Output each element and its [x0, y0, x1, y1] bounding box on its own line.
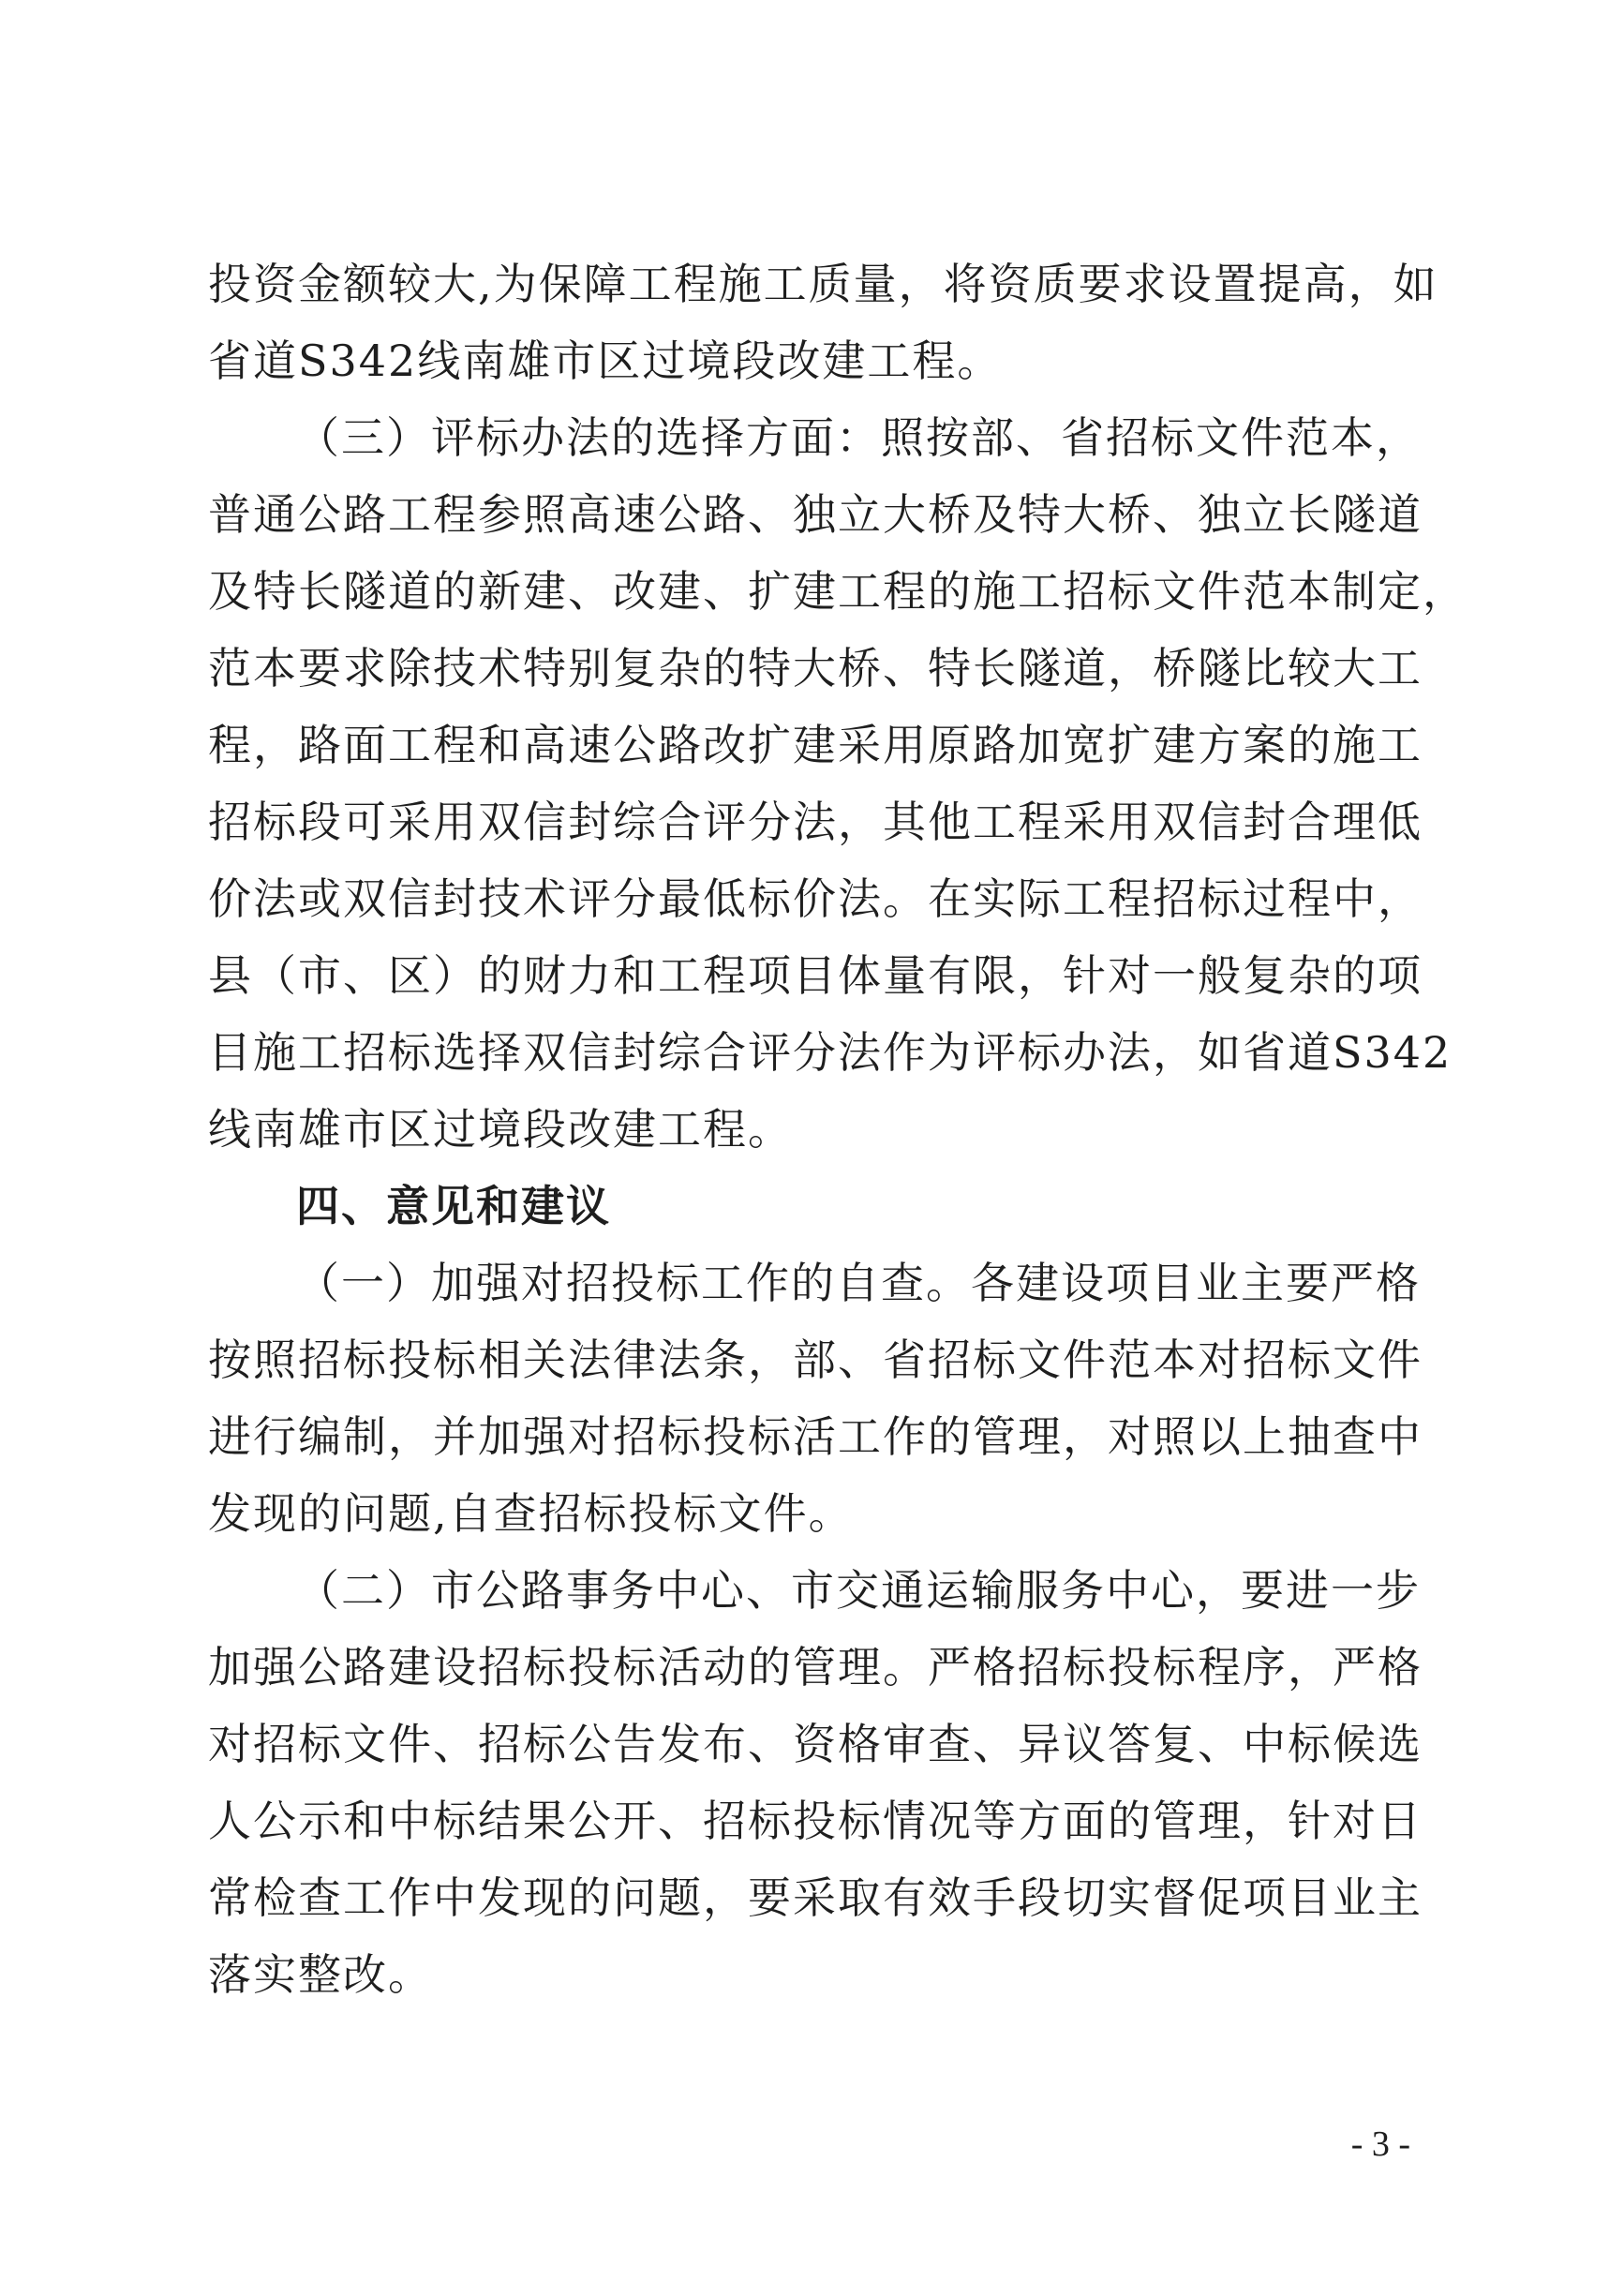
paragraph-line: 投资金额较大,为保障工程施工质量，将资质要求设置提高，如: [208, 259, 1438, 309]
paragraph-line: 价法或双信封技术评分最低标价法。在实际工程招标过程中，: [208, 873, 1423, 924]
paragraph-line: 落实整改。: [208, 1949, 433, 2000]
paragraph-line: （二）市公路事务中心、市交通运输服务中心，要进一步: [296, 1565, 1421, 1616]
paragraph-line: 线南雄市区过境段改建工程。: [208, 1104, 793, 1155]
paragraph-line: 及特长隧道的新建、改建、扩建工程的施工招标文件范本制定，: [208, 566, 1468, 617]
paragraph-line: （一）加强对招投标工作的自查。各建设项目业主要严格: [296, 1258, 1421, 1308]
paragraph-line: 程，路面工程和高速公路改扩建采用原路加宽扩建方案的施工: [208, 720, 1423, 770]
paragraph-line: 人公示和中标结果公开、招标投标情况等方面的管理，针对日: [208, 1796, 1423, 1846]
page-number: - 3 -: [1350, 2125, 1410, 2164]
paragraph-line: 发现的问题,自查招标投标文件。: [208, 1488, 854, 1539]
paragraph-line: （三）评标办法的选择方面：照按部、省招标文件范本，: [296, 412, 1421, 463]
paragraph-line: 常检查工作中发现的问题，要采取有效手段切实督促项目业主: [208, 1872, 1423, 1923]
paragraph-line: 范本要求除技术特别复杂的特大桥、特长隧道，桥隧比较大工: [208, 643, 1423, 693]
section-heading: 四、意见和建议: [296, 1181, 611, 1231]
paragraph-line: 目施工招标选择双信封综合评分法作为评标办法，如省道S342: [208, 1027, 1453, 1078]
paragraph-line: 按照招标投标相关法律法条，部、省招标文件范本对招标文件: [208, 1334, 1423, 1385]
document-body: [208, 246, 1468, 2013]
paragraph-line: 进行编制，并加强对招标投标活工作的管理，对照以上抽查中: [208, 1411, 1423, 1462]
paragraph-line: 招标段可采用双信封综合评分法，其他工程采用双信封合理低: [208, 797, 1423, 847]
paragraph-line: 省道S342线南雄市区过境段改建工程。: [208, 335, 1003, 386]
paragraph-line: 对招标文件、招标公告发布、资格审查、异议答复、中标候选: [208, 1719, 1423, 1769]
paragraph-line: 县（市、区）的财力和工程项目体量有限，针对一般复杂的项: [208, 950, 1423, 1001]
paragraph-line: 加强公路建设招标投标活动的管理。严格招标投标程序，严格: [208, 1642, 1423, 1692]
paragraph-line: 普通公路工程参照高速公路、独立大桥及特大桥、独立长隧道: [208, 489, 1423, 540]
